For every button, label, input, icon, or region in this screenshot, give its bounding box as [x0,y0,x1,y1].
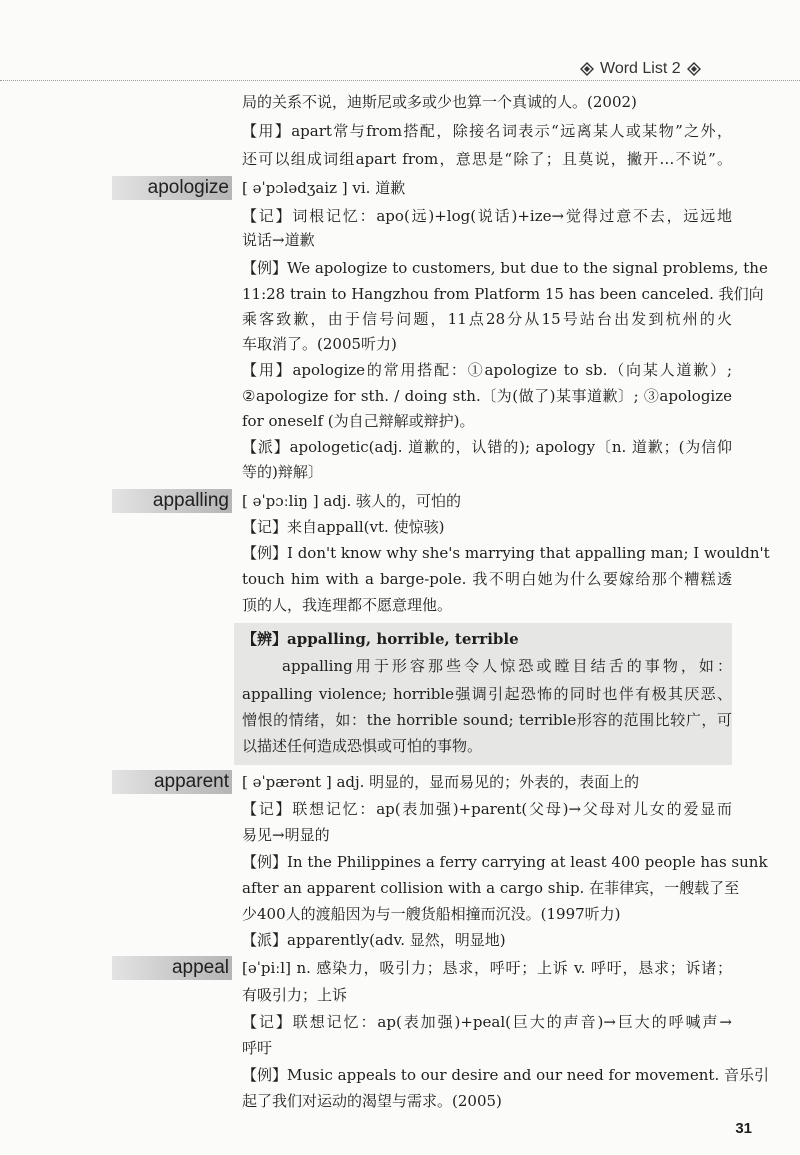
text-line: 【用】apologize的常用搭配：①apologize to sb.（向某人道歉）; [242,361,732,379]
text-line: 局的关系不说，迪斯尼或多或少也算一个真诚的人。(2002) [242,93,637,111]
text-line: 【用】apart常与from搭配，除接名词表示“远离某人或某物”之外， [242,122,732,140]
text-line: 【记】词根记忆：apo(远)+log(说话)+ize→觉得过意不去，远远地 [242,207,732,225]
text-line: 车取消了。(2005听力) [242,335,397,353]
text-line: 【记】联想记忆：ap(表加强)+parent(父母)→父母对儿女的爱显而 [242,800,732,818]
text-line: 【例】Music appeals to our desire and our need for movement. 音乐引 [242,1066,770,1084]
text-line: 顶的人，我连理都不愿意理他。 [242,596,453,614]
text-line: 憎恨的情绪，如：the horrible sound; terrible形容的范围比较广，可 [242,711,732,729]
headword-apparent: apparent [112,770,232,794]
headword-appalling: appalling [112,489,232,513]
text-line: 以描述任何造成恐惧或可怕的事物。 [242,737,483,755]
text-line: 起了我们对运动的渴望与需求。(2005) [242,1092,502,1110]
text-line: 说话→道歉 [242,231,315,249]
text-line: 【记】来自appall(vt. 使惊骇) [242,518,445,536]
text-line: 【例】In the Philippines a ferry carrying at least 400 people has sunk [242,853,768,871]
headword-appeal: appeal [112,956,232,980]
text-line: 呼吁 [242,1039,273,1057]
text-line: 等的)辩解〕 [242,463,323,481]
diamond-ornament-icon [580,62,594,76]
text-line: 【例】I don't know why she's marrying that appalling man; I wouldn't [242,544,770,562]
running-header [580,56,780,82]
text-line: 有吸引力；上诉 [242,986,348,1004]
header-title: Word List 2 [600,60,681,77]
header-divider [0,80,800,81]
text-line: touch him with a barge-pole. 我不明白她为什么要嫁给那个糟糕透 [242,570,732,588]
text-line: 11:28 train to Hangzhou from Platform 15 has been canceled. 我们向 [242,285,764,303]
page-number: 31 [735,1120,752,1137]
text-line: appalling violence; horrible强调引起恐怖的同时也伴有极其厌恶、 [242,685,732,703]
entry-head: [ əˈpærənt ] adj. 明显的，显而易见的；外表的，表面上的 [242,773,640,791]
entry-head: [ əˈpɔlədʒaiz ] vi. 道歉 [242,179,406,197]
box-heading: 【辨】appalling, horrible, terrible [242,630,519,648]
text-line: 乘客致歉，由于信号问题，11点28分从15号站台出发到杭州的火 [242,310,732,328]
text-line: 【派】apologetic(adj. 道歉的，认错的); apology〔n. 道歉；(为信仰 [242,438,732,456]
text-line: 【例】We apologize to customers, but due to the signal problems, the [242,259,768,277]
text-line: 易见→明显的 [242,826,330,844]
diamond-ornament-icon [687,62,701,76]
headword-apologize: apologize [112,176,232,200]
text-line: after an apparent collision with a cargo ship. 在菲律宾，一艘载了至 [242,879,740,897]
entry-head: [ əˈpɔːliŋ ] adj. 骇人的，可怕的 [242,492,462,510]
text-line: 【派】apparently(adv. 显然，明显地) [242,931,506,949]
text-line: 少400人的渡船因为与一艘货船相撞而沉没。(1997听力) [242,905,621,923]
entry-head: [əˈpiːl] n. 感染力，吸引力；恳求，呼吁；上诉 v. 呼吁，恳求；诉诸； [242,959,732,977]
text-line: 还可以组成词组apart from，意思是“除了；且莫说，撇开…不说”。 [242,150,732,168]
text-line: ②apologize for sth. / doing sth.〔为(做了)某事道歉〕; ③apologize [242,387,732,405]
text-line: for oneself (为自己辩解或辩护)。 [242,412,475,430]
text-line: appalling用于形容那些令人惊恐或瞠目结舌的事物，如： [282,657,732,675]
text-line: 【记】联想记忆：ap(表加强)+peal(巨大的声音)→巨大的呼喊声→ [242,1013,732,1031]
